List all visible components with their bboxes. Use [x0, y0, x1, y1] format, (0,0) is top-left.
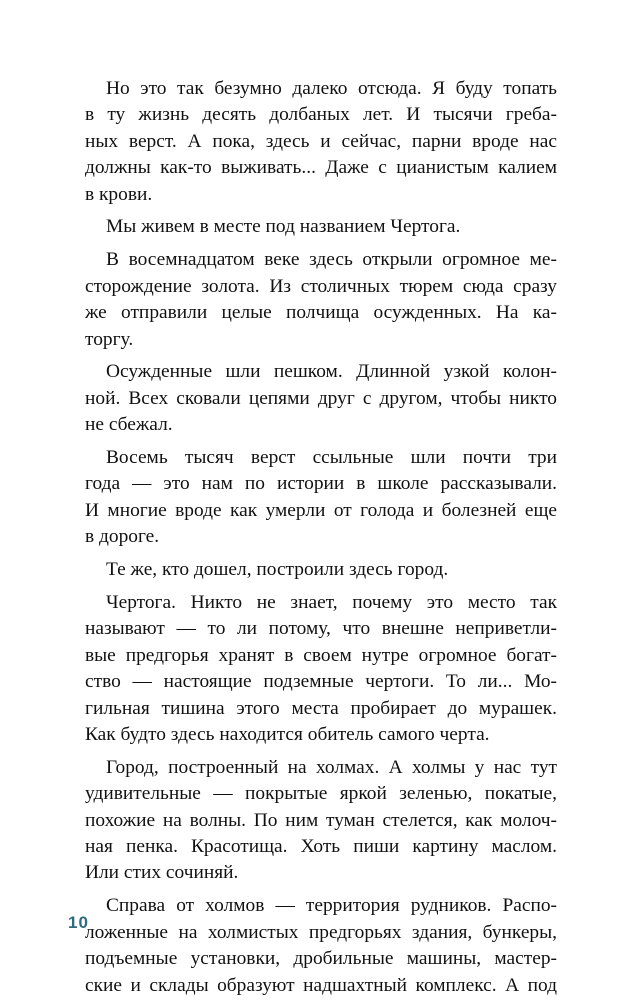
text-line: В восемнадцатом веке здесь открыли огромное ме- — [106, 249, 557, 271]
text-line: Но это так безумно далеко отсюда. Я буду топать — [106, 78, 557, 99]
text-line: ложенные на холмистых предгорьях здания, бункеры, — [85, 921, 557, 943]
text-line: вые предгорья хранят в своем нутре огромное богат- — [85, 644, 557, 666]
text-line: Город, построенный на холмах. А холмы у нас тут — [106, 756, 557, 778]
paragraph — [85, 445, 557, 551]
text-line: Или стих сочиняй. — [85, 862, 239, 884]
page-number: 10 — [68, 913, 89, 932]
text-line: не сбежал. — [85, 414, 173, 436]
paragraph — [85, 247, 557, 353]
text-line: И многие вроде как умерли от голода и болезней еще — [85, 499, 557, 521]
text-line: похожие на волны. По ним туман стелется, как молоч- — [85, 809, 557, 831]
paragraph — [85, 590, 557, 748]
text-line: ские и склады образуют надшахтный комплекс. А под — [85, 974, 557, 996]
text-line: Осужденные шли пешком. Длинной узкой колон- — [106, 361, 557, 383]
paragraph — [85, 893, 557, 999]
body-text — [85, 76, 557, 1005]
text-line: гильная тишина этого места пробирает до мурашек. — [85, 697, 557, 719]
text-line: Справа от холмов — территория рудников. Распо- — [106, 895, 557, 917]
text-line: года — это нам по истории в школе рассказывали. — [85, 473, 557, 495]
paragraph — [85, 76, 557, 208]
text-line: ство — настоящие подземные чертоги. То ли... Мо- — [85, 671, 557, 693]
text-line: Мы живем в месте под названием Чертога. — [106, 216, 461, 238]
paragraph — [85, 214, 557, 240]
text-line: ная пенка. Красотища. Хоть пиши картину маслом. — [85, 836, 557, 858]
text-line: в ту жизнь десять долбаных лет. И тысячи греба- — [85, 104, 557, 126]
text-line: Восемь тысяч верст ссыльные шли почти три — [106, 447, 557, 469]
text-line: Чертога. Никто не знает, почему это место так — [106, 592, 557, 614]
text-line: подъемные установки, дробильные машины, мастер- — [85, 948, 557, 970]
paragraph — [85, 359, 557, 438]
text-line: ных верст. А пока, здесь и сейчас, парни вроде нас — [85, 130, 557, 152]
text-line: должны как-то выживать... Даже с цианистым калием — [85, 157, 557, 179]
text-line: ной. Всех сковали цепями друг с другом, чтобы никто — [85, 387, 557, 409]
text-line: называют — то ли потому, что внешне неприветли- — [85, 618, 557, 640]
text-line: в дороге. — [85, 526, 160, 548]
text-line: торгу. — [85, 328, 134, 350]
text-line: удивительные — покрытые яркой зеленью, покатые, — [85, 783, 557, 805]
text-line: сторождение золота. Из столичных тюрем сюда сразу — [85, 275, 557, 297]
text-line: Как будто здесь находится обитель самого черта. — [85, 723, 490, 745]
text-line: в крови. — [85, 183, 153, 205]
paragraph — [85, 755, 557, 887]
paragraph — [85, 557, 557, 583]
text-line: Те же, кто дошел, построили здесь город. — [106, 559, 449, 581]
text-line: же отправили целые полчища осужденных. На ка- — [85, 302, 557, 324]
